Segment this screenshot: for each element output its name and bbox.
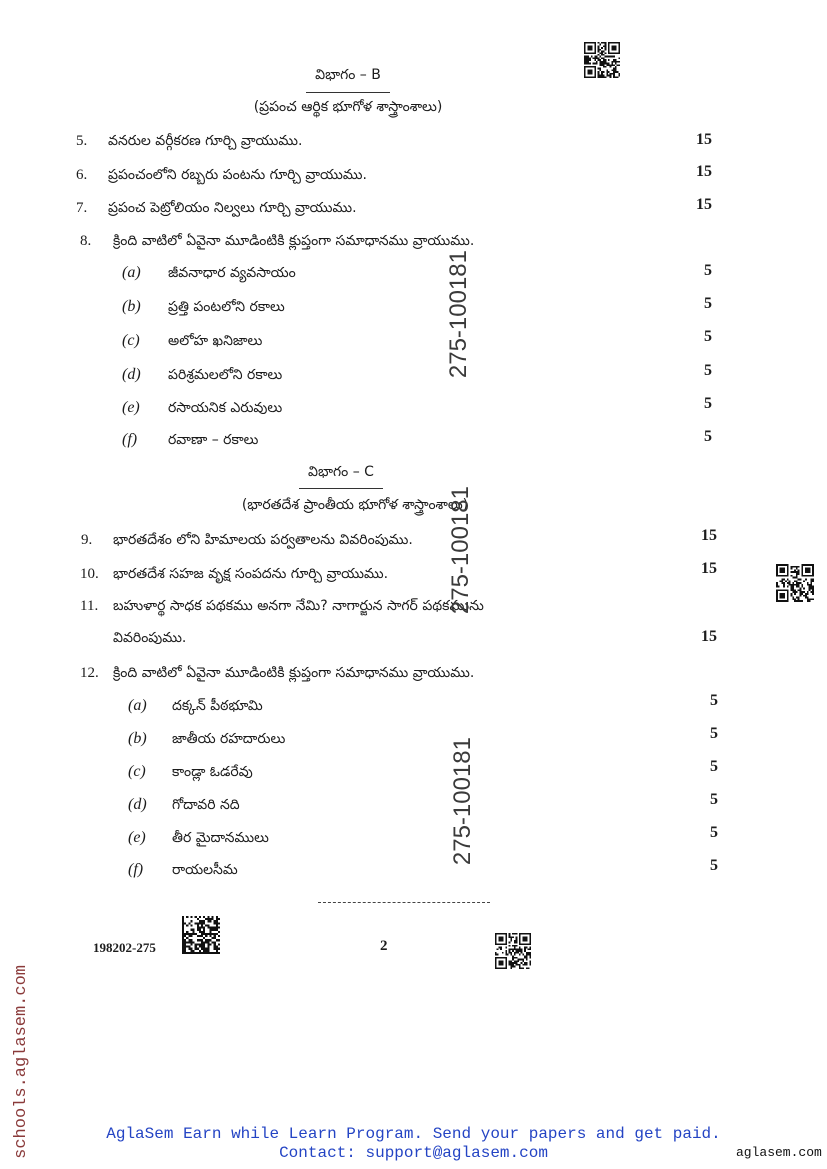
part-text: అలోహ ఖనిజాలు bbox=[168, 333, 263, 349]
question-text: భారతదేశ సహజ వృక్ష సంపదను గూర్చి వ్రాయుము. bbox=[113, 566, 389, 582]
question-text: బహుళార్థ సాధక పథకము అనగా నేమి? నాగార్జున సాగర్ పథకమును bbox=[113, 598, 484, 614]
part-marks: 5 bbox=[710, 857, 718, 874]
question-text: వనరుల వర్గీకరణ గూర్చి వ్రాయుము. bbox=[108, 133, 303, 149]
question-number: 7. bbox=[76, 200, 88, 216]
question-text: ప్రపంచ పెట్రోలియం నిల్వలు గూర్చి వ్రాయుము. bbox=[108, 200, 357, 216]
section-c-underline bbox=[299, 488, 383, 489]
part-label: (f) bbox=[122, 431, 138, 448]
question-marks: 15 bbox=[696, 163, 712, 180]
part-label: (c) bbox=[128, 763, 146, 780]
part-label: (d) bbox=[122, 366, 141, 383]
part-label: (b) bbox=[122, 298, 141, 315]
part-marks: 5 bbox=[704, 395, 712, 412]
section-c-subheading: (భారతదేశ ప్రాంతీయ భూగోళ శాస్త్రాంశాలు) bbox=[241, 497, 469, 513]
part-text: పరిశ్రమలలోని రకాలు bbox=[168, 367, 283, 383]
part-marks: 5 bbox=[710, 758, 718, 775]
watermark-stamp: 275-100181 bbox=[445, 250, 472, 379]
banner-line: AglaSem Earn while Learn Program. Send your papers and get paid. bbox=[106, 1125, 721, 1143]
question-number: 5. bbox=[76, 133, 88, 149]
part-label: (a) bbox=[128, 697, 147, 714]
question-text: క్రింది వాటిలో ఏవైనా మూడింటికి క్లుప్తంగా సమాధానము వ్రాయుము. bbox=[113, 665, 475, 681]
part-text: గోదావరి నది bbox=[172, 797, 240, 813]
question-number: 8. bbox=[80, 233, 92, 249]
part-text: రవాణా – రకాలు bbox=[168, 432, 259, 448]
question-marks: 15 bbox=[696, 196, 712, 213]
paper-code: 198202-275 bbox=[93, 940, 156, 955]
qr-code-icon-bottom bbox=[494, 933, 532, 969]
question-marks: 15 bbox=[701, 527, 717, 544]
question-marks: 15 bbox=[701, 628, 717, 645]
question-marks: 15 bbox=[701, 560, 717, 577]
question-text: క్రింది వాటిలో ఏవైనా మూడింటికి క్లుప్తంగా సమాధానము వ్రాయుము. bbox=[113, 233, 475, 249]
part-marks: 5 bbox=[710, 791, 718, 808]
question-number: 12. bbox=[80, 665, 99, 681]
part-marks: 5 bbox=[710, 692, 718, 709]
part-text: కాండ్లా ఓడరేవు bbox=[172, 764, 253, 780]
site-name: aglasem.com bbox=[736, 1145, 822, 1160]
question-number: 10. bbox=[80, 566, 99, 582]
end-divider bbox=[318, 902, 490, 903]
datamatrix-icon bbox=[182, 916, 220, 954]
part-label: (e) bbox=[122, 399, 140, 416]
part-label: (c) bbox=[122, 332, 140, 349]
question-text: భారతదేశం లోని హిమాలయ పర్వతాలను వివరింపుము. bbox=[113, 532, 413, 548]
page-number: 2 bbox=[380, 938, 388, 954]
part-marks: 5 bbox=[710, 725, 718, 742]
part-marks: 5 bbox=[704, 428, 712, 445]
banner-contact: Contact: support@aglasem.com bbox=[279, 1144, 548, 1162]
part-label: (e) bbox=[128, 829, 146, 846]
part-text: జీవనాధార వ్యవసాయం bbox=[168, 265, 296, 281]
part-marks: 5 bbox=[710, 824, 718, 841]
part-text: తీర మైదానములు bbox=[172, 830, 269, 846]
question-text: ప్రపంచంలోని రబ్బరు పంటను గూర్చి వ్రాయుము. bbox=[108, 167, 367, 183]
qr-code-icon-top bbox=[583, 42, 621, 78]
watermark-stamp: 275-100181 bbox=[449, 737, 476, 866]
section-b-underline bbox=[306, 92, 390, 93]
part-marks: 5 bbox=[704, 262, 712, 279]
part-label: (b) bbox=[128, 730, 147, 747]
part-text: రసాయనిక ఎరువులు bbox=[168, 400, 283, 416]
part-marks: 5 bbox=[704, 295, 712, 312]
part-label: (a) bbox=[122, 264, 141, 281]
part-text: ప్రత్తి పంటలోని రకాలు bbox=[168, 299, 285, 315]
watermark-stamp: 275-100181 bbox=[447, 486, 474, 615]
part-marks: 5 bbox=[704, 328, 712, 345]
qr-code-icon-side bbox=[775, 564, 815, 602]
question-text-continued: వివరింపుము. bbox=[113, 630, 187, 646]
part-text: జాతీయ రహదారులు bbox=[172, 731, 286, 747]
question-marks: 15 bbox=[696, 131, 712, 148]
part-marks: 5 bbox=[704, 362, 712, 379]
section-c-heading: విభాగం – C bbox=[308, 464, 374, 480]
section-b-subheading: (ప్రపంచ ఆర్థిక భూగోళ శాస్త్రాంశాలు) bbox=[253, 99, 443, 115]
section-b-heading: విభాగం – B bbox=[315, 67, 381, 83]
side-url: schools.aglasem.com bbox=[12, 965, 31, 1159]
part-text: రాయలసీమ bbox=[172, 862, 238, 878]
question-number: 11. bbox=[80, 598, 99, 614]
part-label: (f) bbox=[128, 861, 144, 878]
part-text: దక్కన్ పీఠభూమి bbox=[172, 698, 263, 714]
question-number: 6. bbox=[76, 167, 88, 183]
part-label: (d) bbox=[128, 796, 147, 813]
question-number: 9. bbox=[81, 532, 93, 548]
